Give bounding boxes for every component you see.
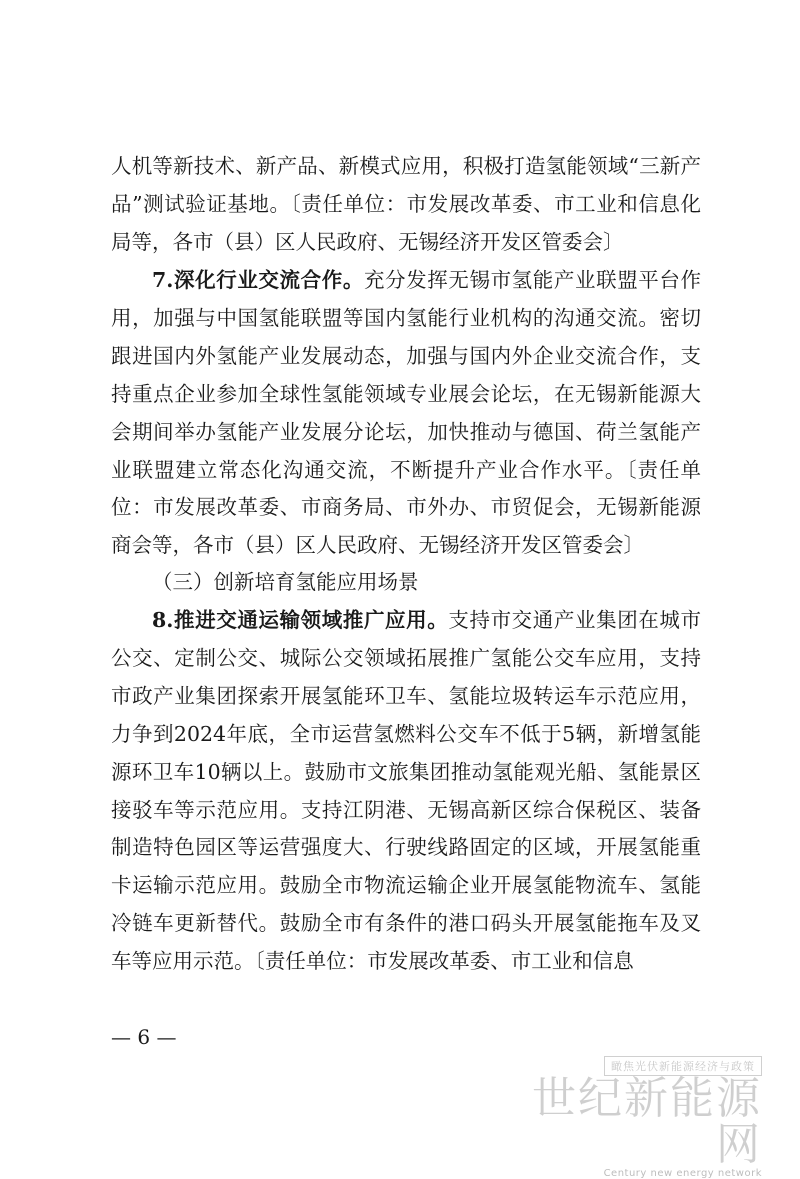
watermark (532, 1055, 762, 1179)
paragraph-responsibility-intro (111, 148, 701, 262)
subsection-heading (111, 564, 701, 602)
paragraph-text: 充分发挥无锡市氢能产业联盟平台作用，加强与中国氢能联盟等国内氢能行业机构的沟通交流。密切跟进国内外氢能产业发展动态，加强与国内外企业交流合作，支持重点企业参加全球性氢能领域专业展会论坛，在无锡新能源大会期间举办氢能产业发展分论坛，加快推动与德国、荷兰氢能产业联盟建立常态化沟通交流，不断提升产业合作水平。〔责任单位：市发展改革委、市商务局、市外办、市贸促会，无锡新能源商会等，各市（县）区人民政府、无锡经济开发区管委会〕 (111, 268, 702, 558)
paragraph-text: 支持市交通产业集团在城市公交、定制公交、城际公交领域拓展推广氢能公交车应用，支持市政产业集团探索开展氢能环卫车、氢能垃圾转运车示范应用，力争到2024年底，全市运营氢燃料公交车不低于5辆，新增氢能源环卫车10辆以上。鼓励市文旅集团推动氢能观光船、氢能景区接驳车等示范应用。支持江阴港、无锡高新区综合保税区、装备制造特色园区等运营强度大、行驶线路固定的区域，开展氢能重卡运输示范应用。鼓励全市物流运输企业开展氢能物流车、氢能冷链车更新替代。鼓励全市有条件的港口码头开展氢能拖车及叉车等应用示范。〔责任单位：市发展改革委、市工业和信息 (111, 608, 701, 974)
watermark-logo: 世纪新能源网 (532, 1073, 762, 1170)
paragraph-text: 人机等新技术、新产品、新模式应用，积极打造氢能领域“三新产品”测试验证基地。〔责任单位：市发展改革委、市工业和信息化局等，各市（县）区人民政府、无锡经济开发区管委会〕 (111, 154, 701, 254)
paragraph-section-7 (111, 262, 701, 565)
paragraph-section-8 (111, 602, 701, 981)
watermark-tagline: 瞰焦光伏新能源经济与政策 (604, 1056, 762, 1076)
section-heading-7: 7.深化行业交流合作。 (152, 268, 364, 292)
page-number: — 6 — (111, 1025, 177, 1049)
subsection-title: （三）创新培育氢能应用场景 (152, 570, 419, 594)
watermark-english: Century new energy network (603, 1168, 762, 1179)
section-heading-8: 8.推进交通运输领域推广应用。 (152, 608, 449, 632)
